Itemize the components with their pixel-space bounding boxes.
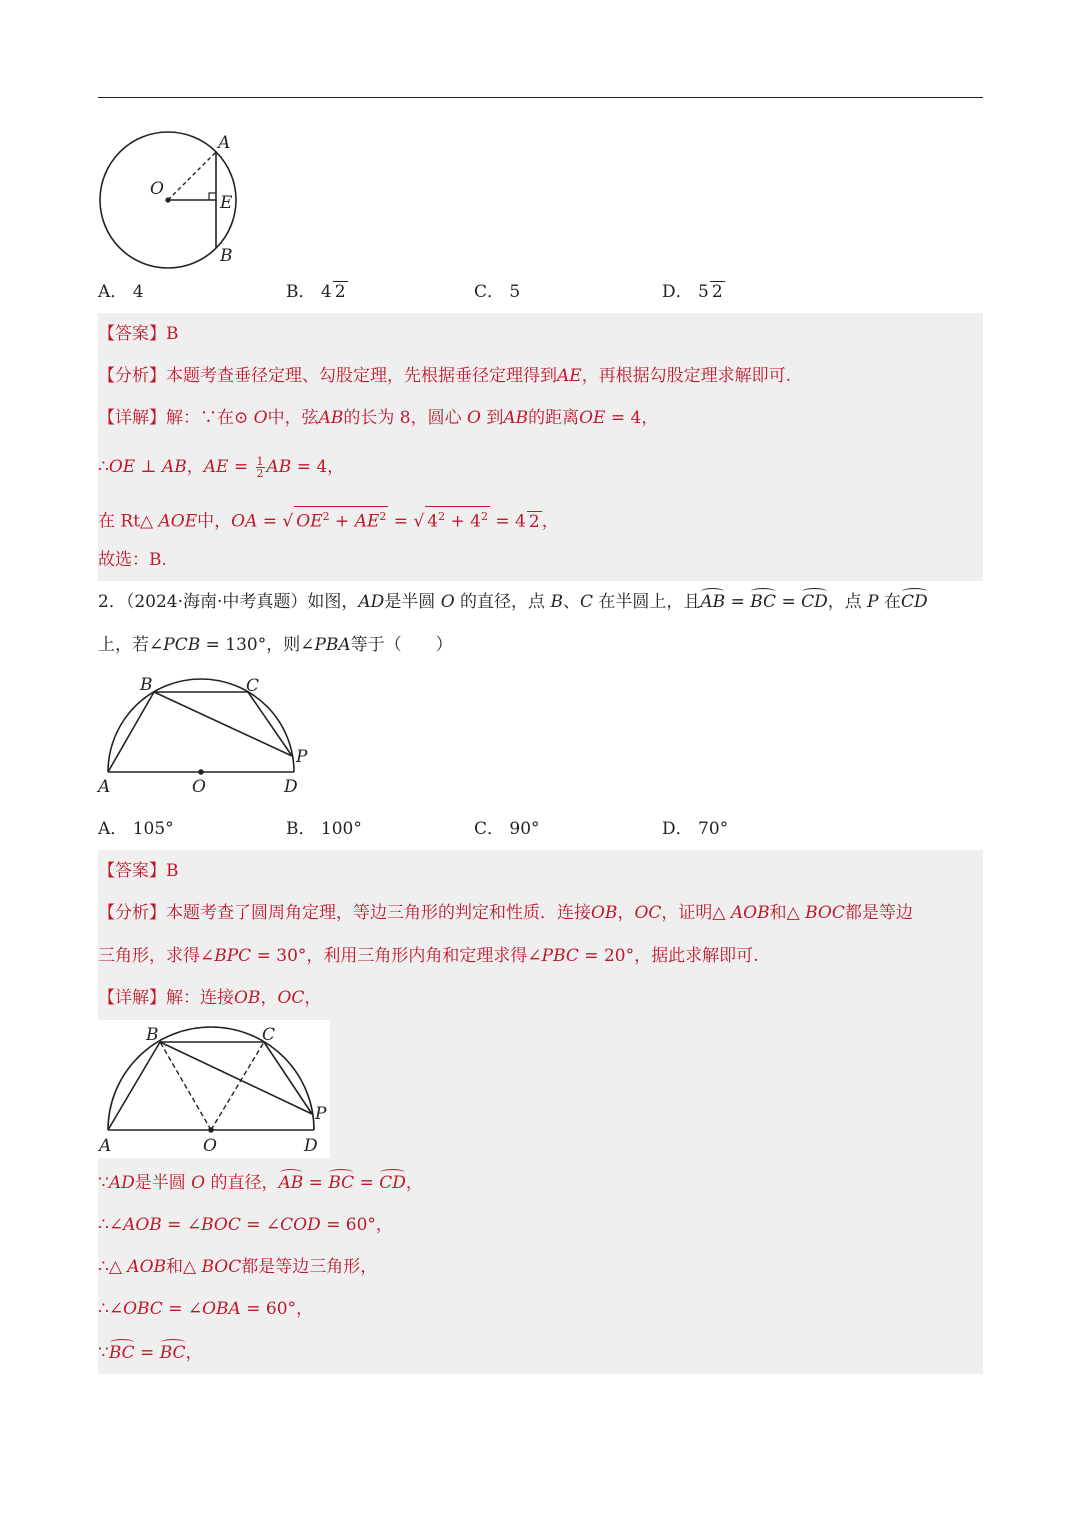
- solution-semicircle-figure: [98, 1020, 330, 1158]
- q2-option-a[interactable]: A． 105°: [98, 819, 174, 839]
- chord-bp: [160, 1042, 312, 1114]
- label-b: B: [146, 1025, 159, 1045]
- label-a: A: [99, 1136, 112, 1156]
- chord-ab: [108, 1042, 160, 1130]
- q1-detail-line2: ∴OE ⊥ AB，AE = $\frac{1}{2}$ AB = 4，: [98, 455, 345, 480]
- center-point: [198, 769, 204, 775]
- label-o: O: [203, 1136, 217, 1156]
- label-e: E: [220, 193, 233, 213]
- q2-step3: ∴△ AOB和△ BOC都是等边三角形，: [98, 1257, 378, 1277]
- label-a: A: [98, 777, 111, 797]
- label-b: B: [220, 246, 233, 266]
- q2-option-c[interactable]: C． 90°: [474, 819, 540, 839]
- label-b: B: [140, 675, 153, 695]
- q1-detail-line4: 故选：B.: [98, 550, 167, 570]
- circle-figure: [92, 128, 272, 276]
- label-d: D: [304, 1136, 318, 1156]
- q1-option-d[interactable]: D． 5 2: [662, 282, 723, 302]
- label-a: A: [218, 133, 231, 153]
- q2-step5: ∵BC = BC，: [98, 1343, 203, 1363]
- q1-detail-line3: 在 Rt△ AOE中，OA = √ $OE^2 + AE^2$ = √ $4^2 + 4^2 = 4$ 2 ，: [98, 506, 559, 534]
- q2-step2: ∴∠AOB = ∠BOC = ∠COD = 60°，: [98, 1215, 393, 1235]
- q2-step4: ∴∠OBC = ∠OBA = 60°，: [98, 1299, 314, 1319]
- q2-step1: ∵AD是半圆 O 的直径，AB = BC = CD，: [98, 1173, 423, 1193]
- semicircle-arc: [108, 679, 294, 772]
- semicircle-figure: [94, 672, 324, 798]
- q1-solution-box: [98, 313, 983, 581]
- label-o: O: [192, 777, 206, 797]
- label-p: P: [315, 1104, 327, 1124]
- q2-detail-line1: 【详解】解：连接OB，OC，: [98, 988, 322, 1008]
- chord-bp: [154, 692, 292, 756]
- label-p: P: [296, 747, 308, 767]
- label-o: O: [150, 179, 164, 199]
- q2-stem-line1: 2．（2024·海南·中考真题）如图，AD是半圆 O 的直径，点 B、C 在半圆上，且AB = BC = CD，点 P 在CD: [98, 592, 928, 612]
- radius-oc: [211, 1042, 264, 1130]
- label-c: C: [262, 1025, 276, 1045]
- right-angle-mark: [209, 193, 216, 200]
- q2-stem-line2: 上，若∠PCB = 130°，则∠PBA等于（ ）: [98, 635, 453, 655]
- header-rule: [98, 97, 983, 98]
- q1-option-a[interactable]: A． 4: [98, 282, 144, 302]
- radius-ob: [160, 1042, 211, 1130]
- center-point: [165, 197, 170, 202]
- label-c: C: [246, 676, 260, 696]
- q1-answer: 【答案】B: [98, 324, 179, 344]
- label-d: D: [284, 777, 298, 797]
- q1-analysis: 【分析】本题考查垂径定理、勾股定理，先根据垂径定理得到AE，再根据勾股定理求解即可.: [98, 366, 792, 386]
- q2-option-d[interactable]: D． 70°: [662, 819, 729, 839]
- q1-option-c[interactable]: C． 5: [474, 282, 521, 302]
- q2-analysis-line1: 【分析】本题考查了圆周角定理，等边三角形的判定和性质．连接OB，OC，证明△ AOB和△ BOC都是等边: [98, 903, 913, 923]
- q1-option-b[interactable]: B． 4 2: [286, 282, 346, 302]
- chord-ab: [108, 692, 154, 772]
- q1-detail-line1: 【详解】解：∵在⊙ O中，弦AB的长为 8，圆心 O 到AB的距离OE = 4，: [98, 408, 659, 428]
- center-point: [208, 1127, 214, 1133]
- q2-analysis-line2: 三角形，求得∠BPC = 30°，利用三角形内角和定理求得∠PBC = 20°，据此求解即可.: [98, 946, 759, 966]
- q2-option-b[interactable]: B． 100°: [286, 819, 362, 839]
- q2-answer: 【答案】B: [98, 861, 179, 881]
